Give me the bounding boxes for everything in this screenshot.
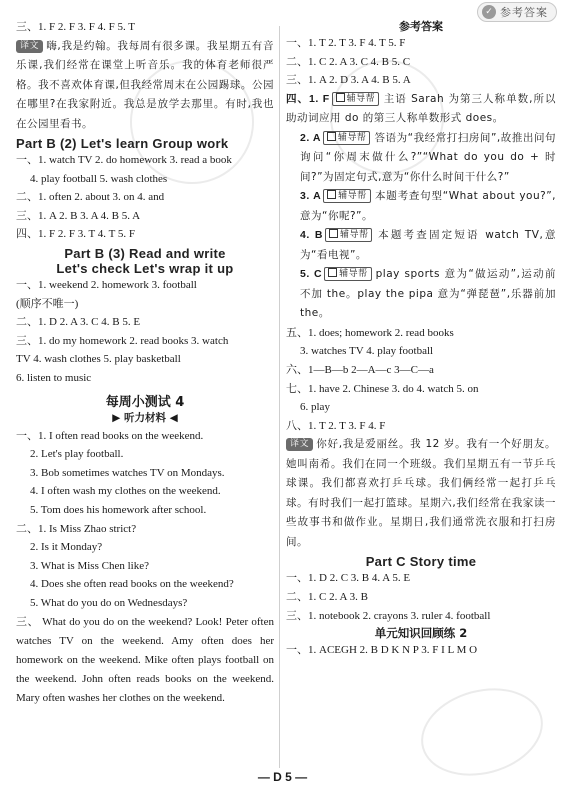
answer-number: 2. A	[300, 131, 321, 144]
helper-tag	[325, 228, 373, 242]
translation-tag: 译文	[16, 40, 43, 53]
answer-line: 八、1. T 2. T 3. F 4. F	[286, 419, 386, 432]
helper-label: 辅导帮	[337, 132, 367, 143]
script-line: 4. Does she often read books on the weekend?	[30, 578, 234, 591]
answer-line: 六、1—B—b 2—A—c 3—C—a	[286, 363, 434, 376]
script-line: 2. Let's play football.	[30, 448, 124, 461]
page-number: — D 5 —	[257, 770, 308, 784]
script-line: 二、1. Is Miss Zhao strict?	[16, 522, 137, 535]
translation-text: 嗨,我是约翰。我每周有很多课。我星期五有音乐课,我们经常在课堂上听音乐。我的体育老师很严格。我不喜欢体育课,但我经常周末在公园踢球。公园在哪里?在我家附近。我总是放学去那里。有时,我也在公园里看书。	[16, 39, 274, 130]
note-line: (顺序不唯一)	[16, 297, 79, 310]
review-title: 单元知识回顾练 2	[374, 626, 468, 641]
answers-title: 参考答案	[399, 20, 443, 33]
answer-line: 一、1. watch TV 2. do homework 3. read a book	[16, 154, 232, 167]
script-line: 3. What is Miss Chen like?	[30, 559, 149, 572]
book-icon	[329, 229, 338, 238]
answer-line: 一、1. D 2. C 3. B 4. A 5. E	[286, 572, 411, 585]
answer-line: 3. watches TV 4. play football	[300, 345, 434, 358]
helper-label: 辅导帮	[339, 230, 369, 241]
weekly-test-title: 每周小测试 4	[105, 394, 185, 410]
script-line: 5. Tom does his homework after school.	[30, 504, 207, 516]
script-line: 4. I often wash my clothes on the weekend.	[30, 485, 221, 498]
section-heading: Part C Story time	[365, 554, 477, 570]
book-icon	[336, 93, 345, 102]
book-icon	[327, 132, 336, 141]
answer-line: 三、1. A 2. B 3. A 4. B 5. A	[16, 209, 141, 222]
left-column	[16, 18, 274, 708]
helper-label: 辅导帮	[339, 269, 368, 280]
section-heading: Part B (2) Let's learn Group work	[16, 136, 229, 152]
answer-line: 七、1. have 2. Chinese 3. do 4. watch 5. on	[286, 382, 479, 395]
helper-tag	[324, 267, 372, 281]
script-line: 一、1. I often read books on the weekend.	[16, 429, 204, 442]
answer-line: 三、1. A 2. D 3. A 4. B 5. A	[286, 74, 411, 87]
answer-line: 一、1. T 2. T 3. F 4. T 5. F	[286, 37, 406, 49]
section-heading: Part B (3) Read and write	[64, 246, 226, 262]
translation-tag: 译文	[286, 438, 313, 451]
answer-line: 二、1. often 2. about 3. on 4. and	[16, 191, 165, 204]
answer-line: 二、1. D 2. A 3. C 4. B 5. E	[16, 316, 141, 329]
helper-tag	[332, 92, 380, 106]
book-icon	[327, 190, 336, 199]
translation-paragraph	[286, 435, 556, 552]
answer-line: 一、1. weekend 2. homework 3. football	[16, 279, 197, 292]
section-heading: Let's check Let's wrap it up	[56, 261, 234, 277]
explanation-item	[286, 265, 556, 324]
answer-line: 五、1. does; homework 2. read books	[286, 326, 454, 339]
right-column	[286, 18, 556, 660]
explanation-text: 本题考查固定短语 watch TV,意为“看电视”。	[300, 229, 556, 261]
answer-line: 三、1. notebook 2. crayons 3. ruler 4. football	[286, 609, 491, 622]
explanation-text: 答语为“我经常打扫房间”,故推出问句询问“你周末做什么?”“What do you do + 时间?”为固定句式,意为“你什么时间干什么?”	[300, 131, 556, 183]
answer-line: 三、1. F 2. F 3. F 4. F 5. T	[16, 21, 135, 33]
helper-tag	[323, 131, 371, 145]
listening-title: ▶ 听力材料 ◀	[112, 411, 178, 424]
explanation-item	[286, 187, 556, 226]
helper-label: 辅导帮	[338, 191, 367, 202]
answer-line: 四、1. F 2. F 3. T 4. T 5. F	[16, 228, 135, 241]
script-line: 3. Bob sometimes watches TV on Mondays.	[30, 466, 225, 479]
helper-label: 辅导帮	[346, 93, 376, 104]
answer-line: 二、1. C 2. A 3. B	[286, 590, 368, 603]
column-divider	[279, 26, 280, 768]
explanation-item	[286, 129, 556, 188]
explanation-item	[286, 226, 556, 265]
script-line: 2. Is it Monday?	[30, 541, 103, 554]
explanation-text: play sports 意为“做运动”,运动前不加 the。play the pipa 意为“弹琵琶”,乐器前加 the。	[300, 268, 556, 320]
script-line: 5. What do you do on Wednesdays?	[30, 596, 188, 609]
answer-number: 3. A	[300, 190, 322, 203]
info-icon: ✓	[482, 5, 496, 19]
answer-line: 三、1. do my homework 2. read books 3. watch	[16, 334, 229, 347]
answer-line: 二、1. C 2. A 3. C 4. B 5. C	[286, 55, 411, 68]
answer-line: 6. listen to music	[16, 372, 92, 385]
answer-number: 4. B	[300, 229, 323, 242]
answer-number: 四、1. F	[286, 92, 330, 105]
book-icon	[328, 268, 337, 277]
answer-line: 4. play football 5. wash clothes	[30, 172, 168, 185]
explanation-item	[286, 90, 556, 129]
badge-label: 参考答案	[500, 6, 548, 19]
explanation-text: 本题考查句型“What about you?”,意为“你呢?”。	[300, 190, 556, 222]
explanation-text: 主语 Sarah 为第三人称单数,所以助动词应用 do 的第三人称单数形式 does。	[286, 92, 556, 125]
translation-text: 你好,我是爱丽丝。我 12 岁。我有一个好朋友。她叫南希。我们在同一个班级。我们星期五有一节乒乓球课。我们都喜欢打乒乓球。我们俩经常一起打乒乓球。有时我们一起打篮球。星期六,我们经常在我家读一些故事书和做作业。星期日,我们通常洗衣服和打扫房间。	[286, 438, 556, 548]
answer-line: 一、1. ACEGH 2. B D K N P 3. F I L M O	[286, 644, 478, 657]
script-paragraph: 三、 What do you do on the weekend? Look! Peter often watches TV on the weekend. Amy often does her homework on the weekend. Mike often plays football on the weekend. John often reads books on the weekend. Mary often washes her clothes on the weekend.	[16, 615, 274, 704]
helper-tag	[323, 189, 371, 203]
answer-number: 5. C	[300, 268, 323, 281]
translation-paragraph	[16, 37, 274, 135]
answer-line: TV 4. wash clothes 5. play basketball	[16, 353, 181, 366]
answer-line: 6. play	[300, 401, 330, 414]
